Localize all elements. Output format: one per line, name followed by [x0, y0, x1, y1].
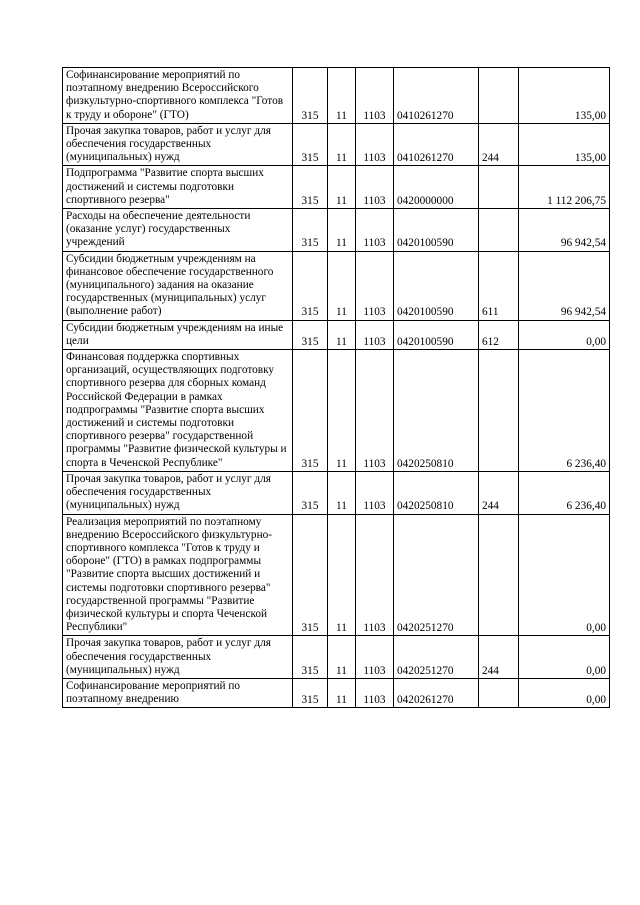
row-vr	[479, 209, 519, 252]
row-amount: 0,00	[519, 320, 610, 349]
table-row	[63, 320, 610, 349]
row-code2: 11	[328, 350, 356, 472]
row-target: 0410261270	[394, 123, 479, 166]
row-description: Реализация мероприятий по поэтапному внедрению Всероссийского физкультурно-спортивного комплекса "Готов к труду и обороне" (ГТО) в рамках подпрограммы "Развитие спорта высших достижений и системы подготовки спортивного резерва" государственной программы "Развитие физической культуры и спорта Чеченской Республики"	[63, 514, 293, 636]
table-row	[63, 251, 610, 320]
row-description: Прочая закупка товаров, работ и услуг для обеспечения государственных (муниципальных) нужд	[63, 636, 293, 679]
row-description: Софинансирование мероприятий по поэтапному внедрению	[63, 678, 293, 707]
row-code2: 11	[328, 320, 356, 349]
row-amount: 135,00	[519, 68, 610, 124]
row-code2: 11	[328, 514, 356, 636]
table-row	[63, 350, 610, 472]
row-amount: 0,00	[519, 678, 610, 707]
row-code1: 315	[293, 68, 328, 124]
row-code3: 1103	[356, 251, 394, 320]
row-code2: 11	[328, 678, 356, 707]
table-row	[63, 123, 610, 166]
row-code1: 315	[293, 320, 328, 349]
row-code3: 1103	[356, 123, 394, 166]
row-amount: 0,00	[519, 636, 610, 679]
row-target: 0420100590	[394, 209, 479, 252]
row-vr: 244	[479, 123, 519, 166]
row-code2: 11	[328, 251, 356, 320]
row-target: 0420250810	[394, 471, 479, 514]
row-code1: 315	[293, 678, 328, 707]
row-code1: 315	[293, 123, 328, 166]
row-code3: 1103	[356, 166, 394, 209]
row-amount: 96 942,54	[519, 251, 610, 320]
row-code1: 315	[293, 636, 328, 679]
table-row	[63, 209, 610, 252]
row-description: Субсидии бюджетным учреждениям на иные цели	[63, 320, 293, 349]
row-target: 0420100590	[394, 251, 479, 320]
row-code3: 1103	[356, 350, 394, 472]
row-amount: 135,00	[519, 123, 610, 166]
row-code1: 315	[293, 514, 328, 636]
row-target: 0410261270	[394, 68, 479, 124]
row-vr: 611	[479, 251, 519, 320]
row-vr	[479, 678, 519, 707]
row-code1: 315	[293, 350, 328, 472]
row-code2: 11	[328, 471, 356, 514]
row-vr: 612	[479, 320, 519, 349]
row-vr	[479, 514, 519, 636]
row-code3: 1103	[356, 320, 394, 349]
row-description: Прочая закупка товаров, работ и услуг для обеспечения государственных (муниципальных) нужд	[63, 123, 293, 166]
row-code3: 1103	[356, 678, 394, 707]
budget-table-body	[63, 68, 610, 708]
row-target: 0420251270	[394, 514, 479, 636]
row-code2: 11	[328, 123, 356, 166]
row-description: Прочая закупка товаров, работ и услуг для обеспечения государственных (муниципальных) нужд	[63, 471, 293, 514]
row-code2: 11	[328, 166, 356, 209]
row-target: 0420000000	[394, 166, 479, 209]
row-target: 0420100590	[394, 320, 479, 349]
row-amount: 6 236,40	[519, 350, 610, 472]
row-target: 0420250810	[394, 350, 479, 472]
row-code3: 1103	[356, 471, 394, 514]
table-row	[63, 678, 610, 707]
row-code1: 315	[293, 251, 328, 320]
table-row	[63, 166, 610, 209]
row-code3: 1103	[356, 514, 394, 636]
row-target: 0420261270	[394, 678, 479, 707]
row-vr: 244	[479, 636, 519, 679]
row-amount: 1 112 206,75	[519, 166, 610, 209]
table-row	[63, 471, 610, 514]
row-vr	[479, 350, 519, 472]
row-code3: 1103	[356, 209, 394, 252]
row-description: Софинансирование мероприятий по поэтапному внедрению Всероссийского физкультурно-спортивного комплекса "Готов к труду и обороне" (ГТО)	[63, 68, 293, 124]
row-code1: 315	[293, 166, 328, 209]
row-amount: 6 236,40	[519, 471, 610, 514]
row-description: Субсидии бюджетным учреждениям на финансовое обеспечение государственного (муниципального) задания на оказание государственных (муниципальных) услуг (выполнение работ)	[63, 251, 293, 320]
table-row	[63, 514, 610, 636]
row-amount: 0,00	[519, 514, 610, 636]
row-target: 0420251270	[394, 636, 479, 679]
row-code1: 315	[293, 471, 328, 514]
row-description: Расходы на обеспечение деятельности (оказание услуг) государственных учреждений	[63, 209, 293, 252]
row-vr	[479, 68, 519, 124]
row-code2: 11	[328, 209, 356, 252]
row-code2: 11	[328, 68, 356, 124]
row-code3: 1103	[356, 636, 394, 679]
budget-table	[62, 67, 610, 708]
row-code2: 11	[328, 636, 356, 679]
row-code3: 1103	[356, 68, 394, 124]
row-code1: 315	[293, 209, 328, 252]
table-row	[63, 68, 610, 124]
table-row	[63, 636, 610, 679]
row-description: Подпрограмма "Развитие спорта высших достижений и системы подготовки спортивного резерва"	[63, 166, 293, 209]
row-vr: 244	[479, 471, 519, 514]
row-amount: 96 942,54	[519, 209, 610, 252]
row-description: Финансовая поддержка спортивных организаций, осуществляющих подготовку спортивного резерва для сборных команд Российской Федерации в рамках подпрограммы "Развитие спорта высших достижений и системы подготовки спортивного резерва" государственной программы "Развитие физической культуры и спорта в Чеченской Республике"	[63, 350, 293, 472]
row-vr	[479, 166, 519, 209]
